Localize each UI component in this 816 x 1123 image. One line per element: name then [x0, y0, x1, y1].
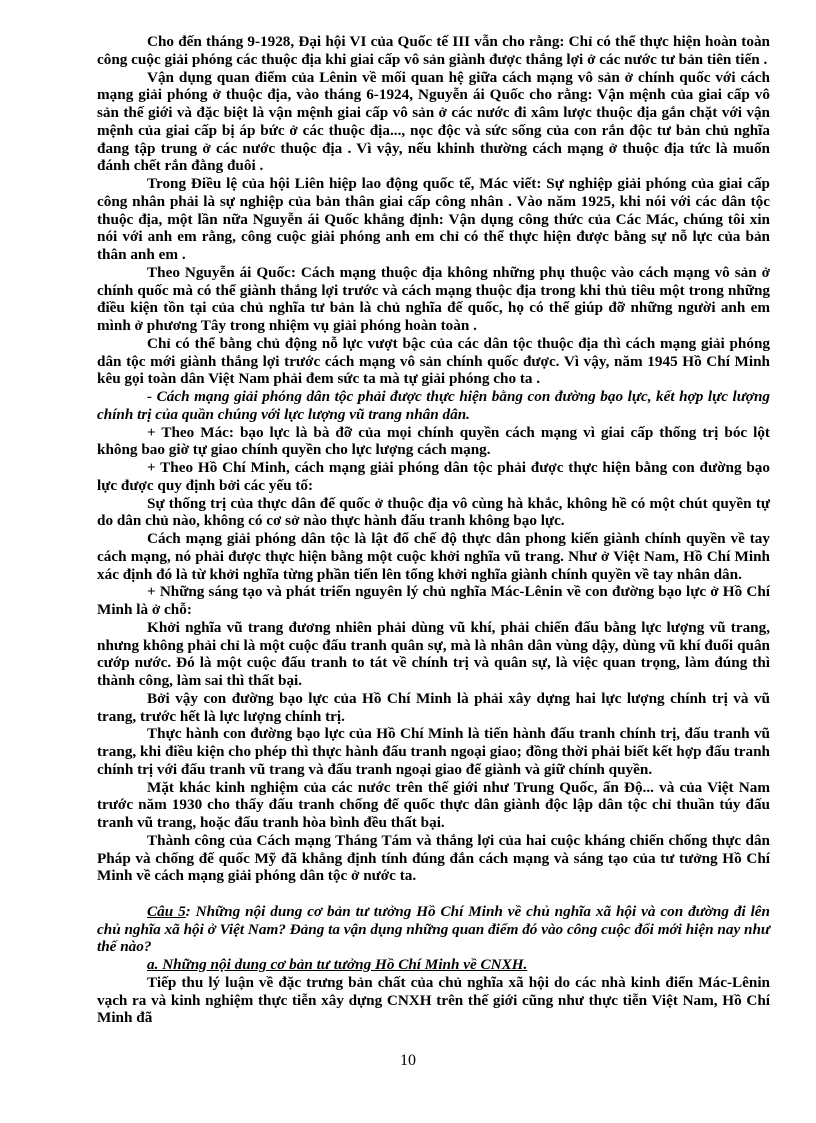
question-text: : Những nội dung cơ bản tư tưởng Hồ Chí Minh về chủ nghĩa xã hội và con đường đi lên chủ nghĩa xã hội ở Việt Nam? Đảng ta vận dụng những quan điểm đó vào công cuộc đổi mới hiện nay như thế nào? — [97, 902, 770, 956]
paragraph-lenin-relation: Vận dụng quan điểm của Lênin về mối quan hệ giữa cách mạng vô sản ở chính quốc với cách mạng giải phóng ở thuộc địa, vào tháng 6-1924, Nguyễn ái Quốc cho rằng: Vận mệnh của giai cấp vô sản thế giới và đặc biệt là vận mệnh giai cấp vô sản ở các nước đi xâm lược thuộc địa gắn chặt với vận mệnh của giai cấp bị áp bức ở các thuộc địa..., nọc độc và sức sống của con rắn độc tư bản chủ nghĩa đang tập trung ở các nước thuộc địa . Vì vậy, nếu khinh thường cách mạng ở thuộc địa tức là muốn đánh chết rắn đằng đuôi . — [97, 68, 770, 175]
paragraph-success: Thành công của Cách mạng Tháng Tám và thắng lợi của hai cuộc kháng chiến chống thực dân Pháp và chống đế quốc Mỹ đã khẳng định tính đúng đắn cách mạng và sáng tạo của tư tưởng Hồ Chí Minh về cách mạng giải phóng dân tộc ở nước ta. — [97, 831, 770, 885]
paragraph-marx-violence: + Theo Mác: bạo lực là bà đỡ của mọi chính quyền cách mạng vì giai cấp thống trị bóc lột không bao giờ tự giao chính quyền cho lực lượng cách mạng. — [97, 423, 770, 459]
paragraph-colonial-rule: Sự thống trị của thực dân đế quốc ở thuộc địa vô cùng hà khắc, không hề có một chút quyền tự do dân chủ nào, không có cơ sở nào thực hành đấu tranh không bạo lực. — [97, 494, 770, 530]
question-5 — [97, 903, 770, 956]
paragraph-creativity: + Những sáng tạo và phát triển nguyên lý chủ nghĩa Mác-Lênin về con đường bạo lực ở Hồ Chí Minh là ở chỗ: — [97, 583, 770, 618]
paragraph-armed-uprising: Khởi nghĩa vũ trang đương nhiên phải dùng vũ khí, phải chiến đấu bằng lực lượng vũ trang, nhưng không phải chỉ là một cuộc đấu tranh quân sự, mà là nhân dân vùng dậy, dùng vũ khí đuổi quân cướp nước. Đó là một cuộc đấu tranh to tát về chính trị và quân sự, là việc quan trọng, làm đúng thì thành công, làm sai thì thất bại. — [97, 618, 770, 689]
paragraph-nguyen-ai-quoc: Theo Nguyễn ái Quốc: Cách mạng thuộc địa không những phụ thuộc vào cách mạng vô sản ở chính quốc mà có thể giành thắng lợi trước và cách mạng thuộc địa trong khi thủ tiêu một trong những điều kiện tồn tại của chủ nghĩa tư bản là chủ nghĩa đế quốc, họ có thể giúp đỡ những người anh em mình ở phương Tây trong nhiệm vụ giải phóng hoàn toàn . — [97, 263, 770, 334]
document-page — [97, 33, 770, 1027]
section-heading-text: a. Những nội dung cơ bản tư tưởng Hồ Chí Minh về CNXH. — [147, 956, 528, 973]
closing-paragraph: Tiếp thu lý luận về đặc trưng bản chất của chủ nghĩa xã hội do các nhà kinh điển Mác-Lênin vạch ra và kinh nghiệm thực tiễn xây dựng CNXH trên thế giới cũng như thực tiễn Việt Nam, Hồ Chí Minh đã — [97, 973, 770, 1027]
question-label: Câu 5 — [147, 902, 186, 920]
paragraph-overthrow: Cách mạng giải phóng dân tộc là lật đổ chế độ thực dân phong kiến giành chính quyền về tay cách mạng, nó phải được thực hiện bằng một cuộc khởi nghĩa vũ trang. Như ở Việt Nam, Hồ Chí Minh xác định đó là từ khởi nghĩa từng phần tiến lên tổng khởi nghĩa giành chính quyền về tay nhân dân. — [97, 530, 770, 583]
paragraph-two-forces: Bởi vậy con đường bạo lực của Hồ Chí Minh là phải xây dựng hai lực lượng chính trị và vũ trang, trước hết là lực lượng chính trị. — [97, 689, 770, 725]
paragraph-self-liberation: Chỉ có thể bằng chủ động nỗ lực vượt bậc của các dân tộc thuộc địa thì cách mạng giải phóng dân tộc mới giành thắng lợi trước cách mạng vô sản chính quốc được. Vì vậy, năm 1945 Hồ Chí Minh kêu gọi toàn dân Việt Nam phải đem sức ta mà tự giải phóng cho ta . — [97, 334, 770, 388]
page-number: 10 — [400, 1052, 416, 1069]
paragraph-violent-revolution-heading: - Cách mạng giải phóng dân tộc phải được thực hiện bằng con đường bạo lực, kết hợp lực lượng chính trị của quần chúng với lực lượng vũ trang nhân dân. — [97, 388, 770, 423]
paragraph-practice: Thực hành con đường bạo lực của Hồ Chí Minh là tiến hành đấu tranh chính trị, đấu tranh vũ trang, khi điều kiện cho phép thì thực hành đấu tranh ngoại giao; đồng thời phải biết kết hợp đấu tranh chính trị với đấu tranh vũ trang và đấu tranh ngoại giao để giành và giữ chính quyền. — [97, 725, 770, 778]
spacer — [97, 885, 770, 903]
paragraph-comintern-1928: Cho đến tháng 9-1928, Đại hội VI của Quốc tế III vẫn cho rằng: Chỉ có thể thực hiện hoàn toàn công cuộc giải phóng các thuộc địa khi giai cấp vô sản giành được thắng lợi ở các nước tư bản tiên tiến . — [97, 33, 770, 68]
paragraph-marx-charter: Trong Điều lệ của hội Liên hiệp lao động quốc tế, Mác viết: Sự nghiệp giải phóng của giai cấp công nhân phải là sự nghiệp của bản thân giai cấp công nhân . Vào năm 1925, khi nói với các dân tộc thuộc địa, một lần nữa Nguyễn ái Quốc khẳng định: Vận dụng công thức của Các Mác, chúng tôi xin nói với anh em rằng, công cuộc giải phóng anh em chỉ có thể thực hiện được bằng sự nỗ lực của bản thân anh em . — [97, 175, 770, 263]
paragraph-hcm-violence: + Theo Hồ Chí Minh, cách mạng giải phóng dân tộc phải được thực hiện bằng con đường bạo lực được quy định bởi các yếu tố: — [97, 459, 770, 494]
section-heading — [97, 956, 770, 974]
paragraph-experience: Mặt khác kinh nghiệm của các nước trên thế giới như Trung Quốc, ấn Độ... và của Việt Nam trước năm 1930 cho thấy đấu tranh chống đế quốc thực dân giành độc lập dân tộc chỉ thuần túy đấu tranh vũ trang, hoặc đấu tranh hòa bình đều thất bại. — [97, 778, 770, 831]
